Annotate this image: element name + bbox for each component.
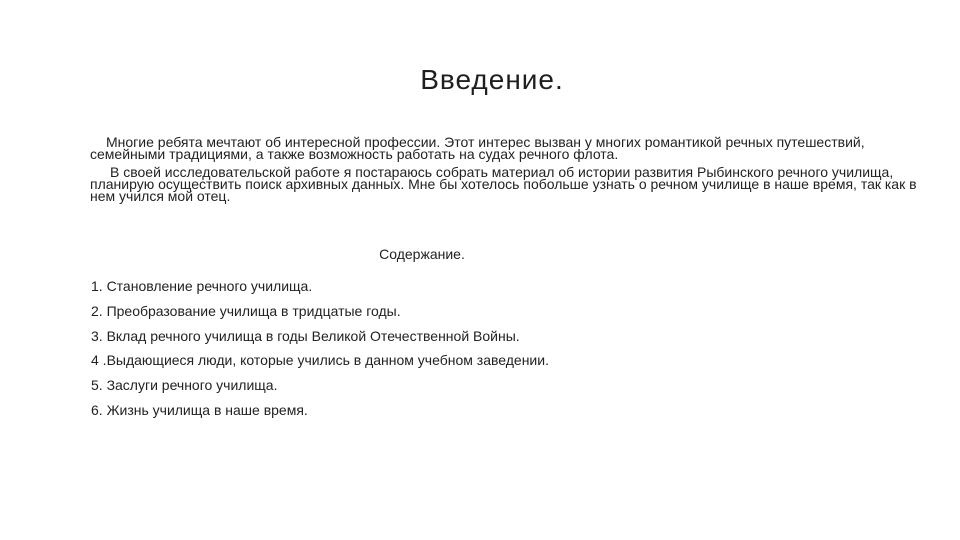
contents-item: 4 .Выдающиеся люди, которые учились в данном учебном заведении. bbox=[91, 352, 549, 369]
contents-item: 1. Становление речного училища. bbox=[91, 278, 313, 294]
contents-item: 2. Преобразование училища в тридцатые годы. bbox=[91, 302, 401, 319]
intro-paragraph: В своей исследовательской работе я постараюсь собрать материал об истории развития Рыбинского речного училища, планирую осуществить поиск архивных данных. Мне бы хотелось побольше узнать о речном училище в наше время, так как в нем учился мой отец. bbox=[90, 164, 917, 204]
slide-title: Введение. bbox=[420, 64, 564, 95]
contents-list bbox=[91, 276, 549, 425]
contents-item: 5. Заслуги речного училища. bbox=[91, 377, 278, 394]
intro-text bbox=[90, 136, 920, 208]
contents-heading: Содержание. bbox=[379, 246, 465, 262]
contents-item: 6. Жизнь училища в наше время. bbox=[91, 401, 308, 418]
contents-item: 3. Вклад речного училища в годы Великой Отечественной Войны. bbox=[91, 327, 520, 344]
intro-paragraph: Многие ребята мечтают об интересной профессии. Этот интерес вызван у многих романтикой речных путешествий, семейными традициями, а также возможность работать на судах речного флота. bbox=[90, 134, 865, 162]
